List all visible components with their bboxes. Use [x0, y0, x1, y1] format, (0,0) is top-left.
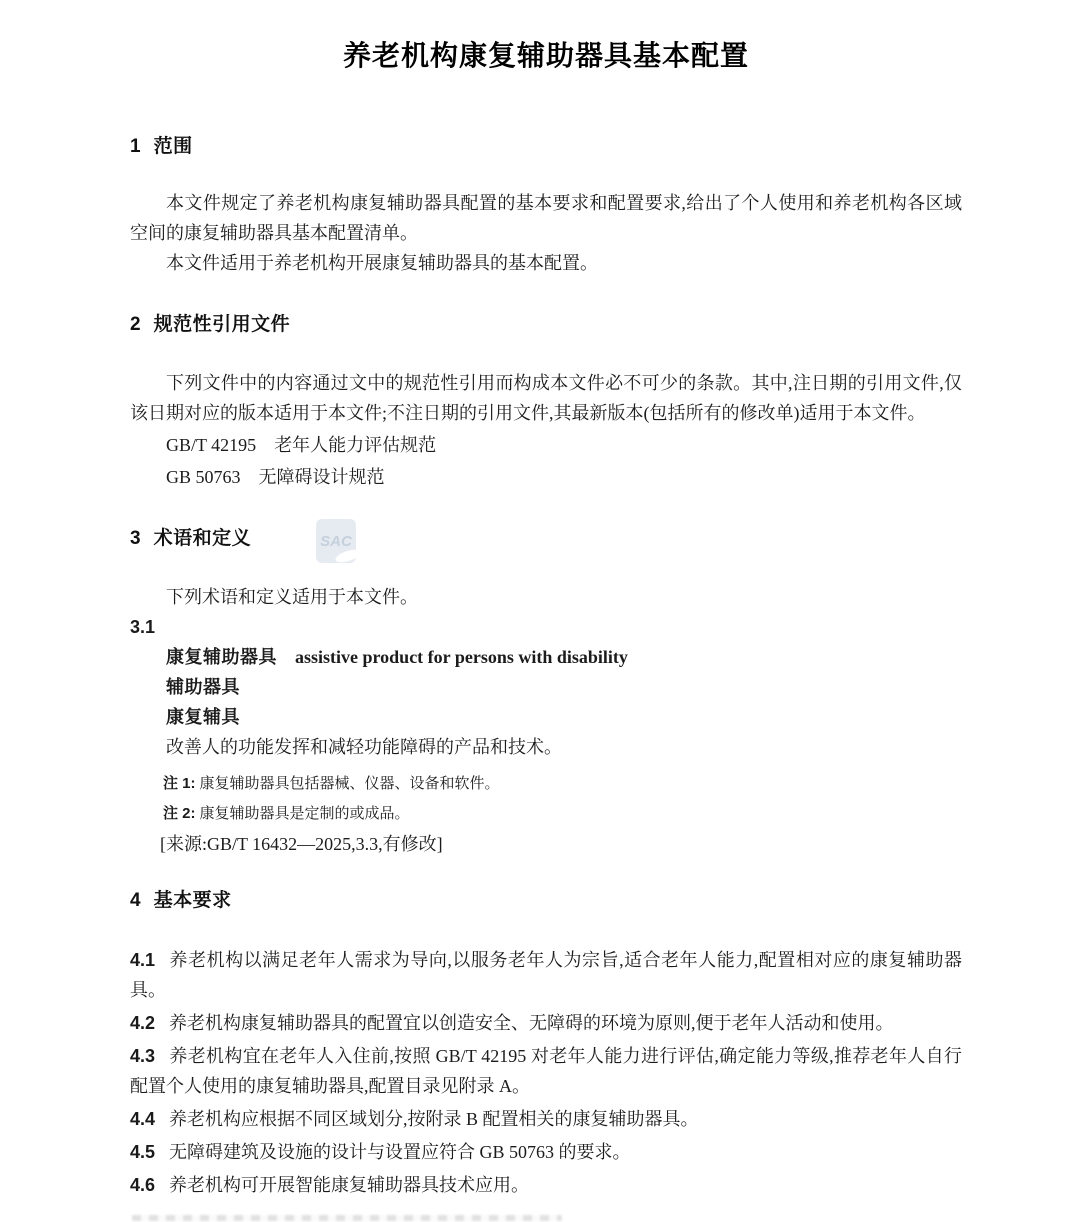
- clause-number: 4.3: [130, 1046, 156, 1066]
- clause-4-1: [130, 945, 962, 1005]
- section-heading-scope: [130, 132, 962, 162]
- reference-code: GB/T 42195: [166, 435, 257, 455]
- clause-4-2: [130, 1008, 962, 1038]
- section-heading-label: 术语和定义: [153, 528, 252, 549]
- terms-intro: 下列术语和定义适用于本文件。: [166, 587, 418, 607]
- reference-name: 老年人能力评估规范: [274, 435, 437, 455]
- section-heading-normative-references: [130, 310, 962, 340]
- normative-references-paragraph: 下列文件中的内容通过文中的规范性引用而构成本文件必不可少的条款。其中,注日期的引用文件,仅该日期对应的版本适用于本文件;不注日期的引用文件,其最新版本(包括所有的修改单)适用于本文件。: [130, 373, 962, 423]
- term-source: [来源:GB/T 16432—2025,3.3,有修改]: [160, 834, 443, 854]
- reference-item: [130, 462, 962, 492]
- section-number: 3: [130, 528, 141, 549]
- clause-4-6: [130, 1170, 962, 1200]
- clause-number: 4.1: [130, 950, 156, 970]
- clause-4-4: [130, 1104, 962, 1134]
- clause-text: 养老机构康复辅助器具的配置宜以创造安全、无障碍的环境为原则,便于老年人活动和使用。: [169, 1013, 894, 1033]
- section-heading-terms-definitions: [130, 524, 962, 554]
- sac-watermark-logo: SAC: [316, 519, 356, 563]
- clause-4-3: [130, 1041, 962, 1101]
- clause-text: 养老机构以满足老年人需求为导向,以服务老年人为宗旨,适合老年人能力,配置相对应的康复辅助器具。: [130, 950, 962, 1000]
- reference-code: GB 50763: [166, 467, 241, 487]
- term-synonym-1: 辅助器具: [166, 677, 240, 697]
- clause-4-5: [130, 1137, 962, 1167]
- term-entry: [130, 642, 962, 672]
- term-definition: 改善人的功能发挥和减轻功能障碍的产品和技术。: [166, 737, 562, 757]
- clause-text: 养老机构宜在老年人入住前,按照 GB/T 42195 对老年人能力进行评估,确定能力等级,推荐老年人自行配置个人使用的康复辅助器具,配置目录见附录 A。: [130, 1046, 962, 1096]
- term-number: 3.1: [130, 617, 156, 637]
- section-heading-label: 基本要求: [153, 890, 232, 911]
- note-text: 康复辅助器具是定制的或成品。: [199, 806, 410, 822]
- note-text: 康复辅助器具包括器械、仪器、设备和软件。: [199, 776, 500, 792]
- clause-number: 4.2: [130, 1013, 156, 1033]
- scope-paragraph-1: 本文件规定了养老机构康复辅助器具配置的基本要求和配置要求,给出了个人使用和养老机构各区域空间的康复辅助器具基本配置清单。: [130, 193, 962, 243]
- bottom-cutoff-text-artifact: [132, 1215, 562, 1221]
- term-note-2: [130, 799, 962, 829]
- note-label: 注 2:: [163, 805, 196, 822]
- clause-text: 养老机构可开展智能康复辅助器具技术应用。: [169, 1175, 530, 1195]
- clause-number: 4.4: [130, 1109, 156, 1129]
- term-name-zh: 康复辅助器具: [166, 647, 277, 667]
- section-heading-basic-requirements: [130, 886, 962, 916]
- clause-text: 养老机构应根据不同区域划分,按附录 B 配置相关的康复辅助器具。: [169, 1109, 699, 1129]
- section-heading-label: 规范性引用文件: [153, 314, 291, 335]
- section-number: 2: [130, 314, 141, 335]
- section-number: 4: [130, 890, 141, 911]
- page-title: 养老机构康复辅助器具基本配置: [342, 40, 749, 71]
- term-synonym-2: 康复辅具: [166, 707, 240, 727]
- term-note-1: [130, 769, 962, 799]
- clause-number: 4.5: [130, 1142, 156, 1162]
- document-content: [130, 36, 962, 1200]
- clause-text: 无障碍建筑及设施的设计与设置应符合 GB 50763 的要求。: [169, 1142, 631, 1162]
- section-heading-label: 范围: [153, 136, 193, 157]
- reference-item: [130, 430, 962, 460]
- clause-number: 4.6: [130, 1175, 156, 1195]
- reference-name: 无障碍设计规范: [258, 467, 385, 487]
- scope-paragraph-2: 本文件适用于养老机构开展康复辅助器具的基本配置。: [166, 253, 598, 273]
- term-name-en: assistive product for persons with disability: [295, 647, 628, 667]
- note-label: 注 1:: [163, 775, 196, 792]
- section-number: 1: [130, 136, 141, 157]
